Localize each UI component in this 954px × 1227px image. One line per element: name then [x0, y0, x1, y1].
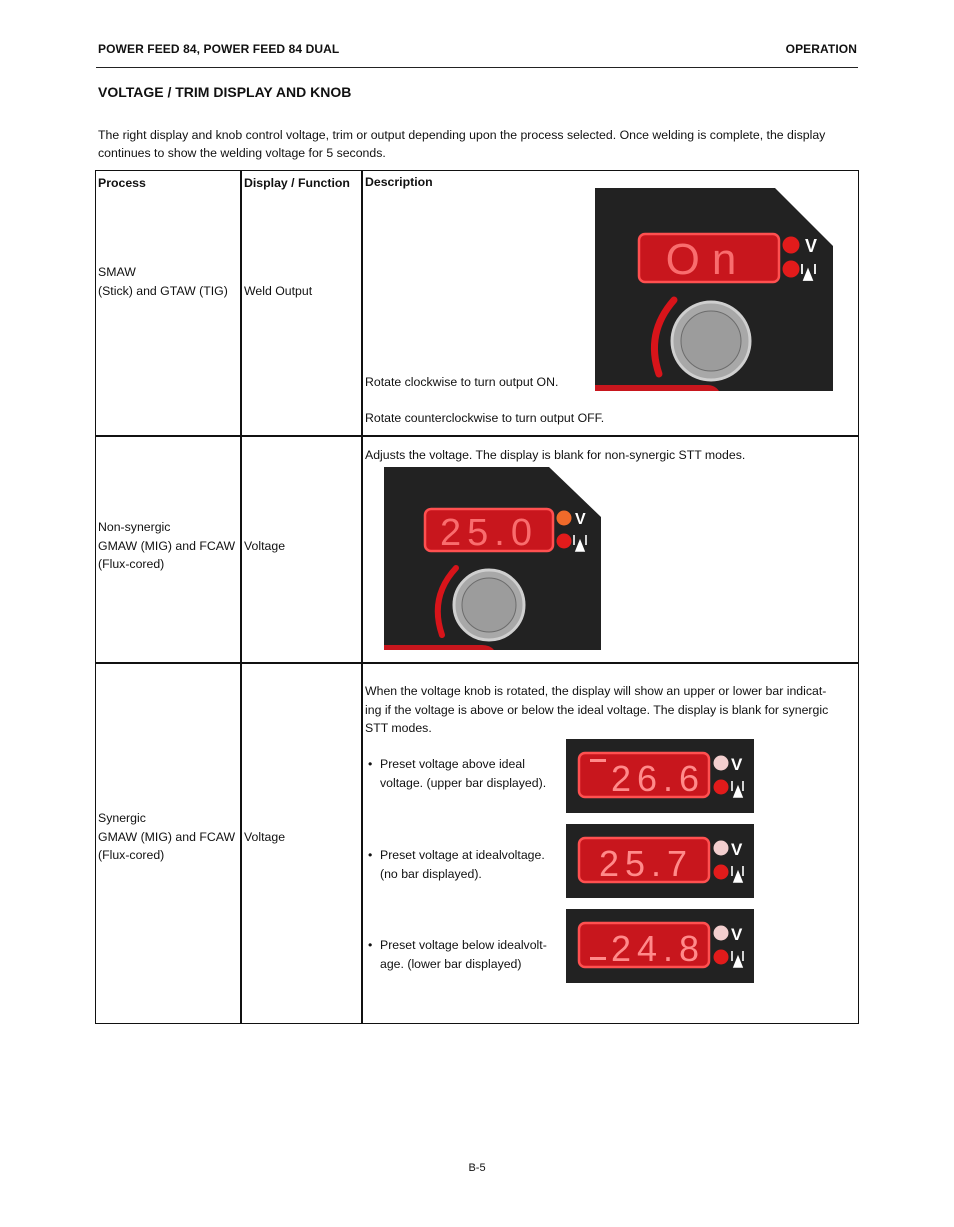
page-number: B-5: [468, 1162, 486, 1174]
led-trim: [783, 261, 800, 278]
display-lower-bar: [566, 909, 754, 983]
display-no-bar: [566, 824, 754, 898]
row1-process-line: (Stick) and GTAW (TIG): [98, 283, 228, 298]
bullet-line: • Preset voltage above ideal: [380, 757, 525, 771]
header-description: Description: [365, 175, 433, 189]
upper-bar: [590, 759, 606, 762]
led-trim: [714, 780, 729, 795]
row2-display: Voltage: [244, 539, 286, 553]
row3-desc-line: ing if the voltage is above or below the ideal voltage. The display is blank for synergic: [365, 702, 829, 717]
column-divider: [240, 171, 242, 1023]
led-voltage: [557, 511, 572, 526]
row3-display: Voltage: [244, 830, 286, 844]
section-title: VOLTAGE / TRIM DISPLAY AND KNOB: [98, 84, 352, 100]
lcd-readout: 26.6: [610, 758, 706, 799]
control-panel-on: [595, 188, 833, 391]
header-rule: [96, 67, 858, 68]
led-voltage: [714, 756, 729, 771]
panel-edge-stripe: [595, 385, 719, 391]
row1-desc-line: Rotate clockwise to turn output ON.: [365, 375, 559, 389]
row3-process-line: GMAW (MIG) and FCAW: [98, 829, 236, 844]
display-upper-bar: [566, 739, 754, 813]
unit-label: V: [805, 236, 818, 256]
bullet-above-ideal: [366, 755, 546, 792]
row1-desc-line: Rotate counterclockwise to turn output OFF.: [365, 411, 605, 425]
row2-process: [98, 518, 238, 574]
led-trim: [714, 950, 729, 965]
row-divider: [96, 435, 858, 437]
intro-paragraph: The right display and knob control voltage, trim or output depending upon the process selected. Once welding is complete, the display continues to show the welding voltage for 5 seconds.: [98, 128, 826, 160]
lcd-readout: 24.8: [610, 928, 706, 969]
row3-desc-line: When the voltage knob is rotated, the display will show an upper or lower bar indicat-: [365, 684, 827, 698]
bullet-line: • Preset voltage below idealvolt-: [380, 938, 547, 952]
lcd-readout: On: [665, 235, 749, 284]
row2-desc: Adjusts the voltage. The display is blank for non-synergic STT modes.: [365, 448, 746, 462]
row2-process-line: (Flux-cored): [98, 557, 165, 571]
row3-desc-line: STT modes.: [365, 721, 432, 735]
knob-center: [681, 311, 741, 371]
control-panel-voltage: [384, 467, 601, 650]
bullet-line: (no bar displayed).: [380, 866, 482, 881]
row1-display: Weld Output: [244, 284, 313, 298]
unit-label: V: [731, 755, 743, 774]
row3-desc: [365, 682, 857, 738]
row3-process-line: Synergic: [98, 811, 146, 825]
led-voltage: [714, 926, 729, 941]
led-trim: [714, 865, 729, 880]
panel-edge-stripe: [384, 645, 494, 650]
unit-label: V: [731, 840, 743, 859]
row3-process-line: (Flux-cored): [98, 848, 165, 862]
lcd-readout: 25.7: [598, 843, 694, 884]
lcd-readout: 25.0: [440, 512, 538, 554]
row1-process: [98, 263, 238, 300]
row2-process-line: GMAW (MIG) and FCAW: [98, 538, 236, 553]
unit-label: V: [731, 925, 743, 944]
header-title: POWER FEED 84, POWER FEED 84 DUAL: [98, 42, 340, 56]
bullet-below-ideal: [366, 936, 547, 973]
row2-process-line: Non-synergic: [98, 520, 171, 534]
knob-center: [462, 578, 516, 632]
row1-process-line: SMAW: [98, 265, 136, 279]
led-voltage: [783, 237, 800, 254]
column-divider: [361, 171, 363, 1023]
bullet-at-ideal: [366, 846, 545, 883]
bullet-line: • Preset voltage at idealvoltage.: [380, 848, 545, 862]
bullet-line: voltage. (upper bar displayed).: [380, 775, 547, 790]
led-trim: [557, 534, 572, 549]
led-voltage: [714, 841, 729, 856]
operation-table: [95, 170, 859, 1024]
header-section: OPERATION: [785, 42, 857, 56]
header-process: Process: [98, 176, 146, 190]
row-divider: [96, 662, 858, 664]
bullet-line: age. (lower bar displayed): [380, 956, 522, 971]
lower-bar: [590, 957, 606, 960]
row3-process: [98, 809, 238, 865]
unit-label: V: [575, 511, 586, 528]
header-display-function: Display / Function: [244, 176, 350, 190]
